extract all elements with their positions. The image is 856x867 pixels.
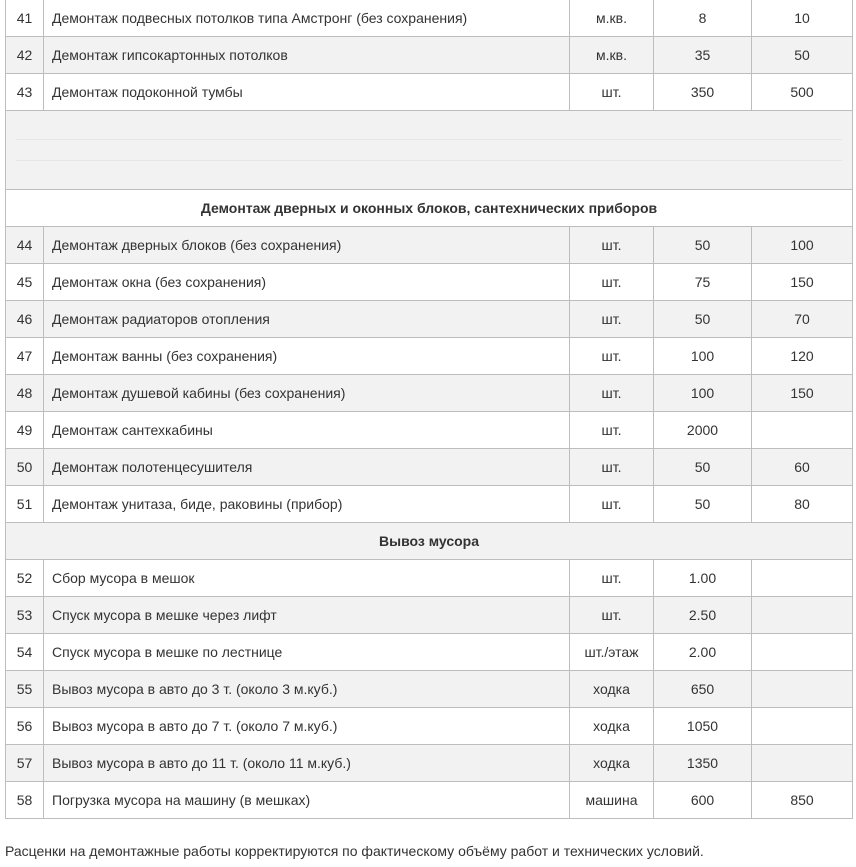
- row-work-name: Демонтаж дверных блоков (без сохранения): [44, 227, 570, 264]
- table-row: [6, 597, 853, 634]
- row-price-2: 70: [752, 301, 853, 338]
- row-price-2: [752, 634, 853, 671]
- row-work-name: Демонтаж гипсокартонных потолков: [44, 37, 570, 74]
- row-price-1: 2000: [654, 412, 752, 449]
- section-header-row: [6, 523, 853, 560]
- row-number: 58: [6, 782, 44, 819]
- row-work-name: Вывоз мусора в авто до 7 т. (около 7 м.куб.): [44, 708, 570, 745]
- row-price-1: 50: [654, 227, 752, 264]
- section-title-trash: Вывоз мусора: [6, 523, 853, 560]
- row-number: 45: [6, 264, 44, 301]
- row-price-2: [752, 708, 853, 745]
- row-price-2: 50: [752, 37, 853, 74]
- row-number: 50: [6, 449, 44, 486]
- row-number: 43: [6, 74, 44, 111]
- table-row: [6, 634, 853, 671]
- price-table: [5, 0, 853, 819]
- table-row: [6, 264, 853, 301]
- row-work-name: Сбор мусора в мешок: [44, 560, 570, 597]
- table-row: [6, 74, 853, 111]
- table-row: [6, 301, 853, 338]
- row-number: 41: [6, 0, 44, 37]
- section-header-row: [6, 190, 853, 227]
- row-price-2: 10: [752, 0, 853, 37]
- row-price-2: 850: [752, 782, 853, 819]
- table-row: [6, 0, 853, 37]
- table-spacer-row: [6, 111, 853, 190]
- row-number: 48: [6, 375, 44, 412]
- spacer-block: [6, 111, 852, 189]
- row-price-1: 100: [654, 375, 752, 412]
- row-price-1: 2.50: [654, 597, 752, 634]
- row-price-1: 1050: [654, 708, 752, 745]
- row-unit: шт./этаж: [570, 634, 654, 671]
- row-price-2: 120: [752, 338, 853, 375]
- row-number: 42: [6, 37, 44, 74]
- table-row: [6, 37, 853, 74]
- table-row: [6, 338, 853, 375]
- row-price-1: 35: [654, 37, 752, 74]
- row-number: 57: [6, 745, 44, 782]
- row-price-1: 50: [654, 486, 752, 523]
- row-work-name: Демонтаж окна (без сохранения): [44, 264, 570, 301]
- row-price-2: 500: [752, 74, 853, 111]
- row-price-2: 80: [752, 486, 853, 523]
- row-number: 54: [6, 634, 44, 671]
- row-unit: шт.: [570, 74, 654, 111]
- spacer-divider: [16, 139, 842, 140]
- row-work-name: Спуск мусора в мешке по лестнице: [44, 634, 570, 671]
- row-work-name: Демонтаж подоконной тумбы: [44, 74, 570, 111]
- row-price-1: 50: [654, 449, 752, 486]
- row-price-1: 75: [654, 264, 752, 301]
- table-row: [6, 449, 853, 486]
- row-unit: ходка: [570, 671, 654, 708]
- row-price-1: 600: [654, 782, 752, 819]
- row-price-2: 150: [752, 375, 853, 412]
- row-unit: шт.: [570, 264, 654, 301]
- row-unit: шт.: [570, 486, 654, 523]
- row-number: 49: [6, 412, 44, 449]
- row-unit: шт.: [570, 301, 654, 338]
- row-number: 52: [6, 560, 44, 597]
- row-unit: шт.: [570, 560, 654, 597]
- table-row: [6, 486, 853, 523]
- row-unit: м.кв.: [570, 0, 654, 37]
- row-unit: шт.: [570, 449, 654, 486]
- row-number: 56: [6, 708, 44, 745]
- row-price-1: 650: [654, 671, 752, 708]
- row-number: 47: [6, 338, 44, 375]
- row-unit: шт.: [570, 597, 654, 634]
- row-price-1: 350: [654, 74, 752, 111]
- table-spacer-cell: [6, 111, 853, 190]
- pricing-footnote: Расценки на демонтажные работы корректируются по фактическому объёму работ и технических условий.: [5, 843, 704, 859]
- row-work-name: Демонтаж душевой кабины (без сохранения): [44, 375, 570, 412]
- row-price-1: 2.00: [654, 634, 752, 671]
- row-unit: шт.: [570, 375, 654, 412]
- row-unit: шт.: [570, 338, 654, 375]
- row-work-name: Демонтаж радиаторов отопления: [44, 301, 570, 338]
- row-number: 55: [6, 671, 44, 708]
- row-work-name: Демонтаж унитаза, биде, раковины (прибор): [44, 486, 570, 523]
- section-title-doors: Демонтаж дверных и оконных блоков, сантехнических приборов: [6, 190, 853, 227]
- table-row: [6, 671, 853, 708]
- row-unit: машина: [570, 782, 654, 819]
- table-row: [6, 412, 853, 449]
- price-table-body: [6, 0, 853, 819]
- row-price-2: 150: [752, 264, 853, 301]
- row-work-name: Вывоз мусора в авто до 3 т. (около 3 м.куб.): [44, 671, 570, 708]
- table-row: [6, 375, 853, 412]
- row-work-name: Погрузка мусора на машину (в мешках): [44, 782, 570, 819]
- row-price-1: 100: [654, 338, 752, 375]
- row-work-name: Демонтаж подвесных потолков типа Амстронг (без сохранения): [44, 0, 570, 37]
- row-price-1: 1.00: [654, 560, 752, 597]
- row-unit: ходка: [570, 708, 654, 745]
- row-unit: шт.: [570, 412, 654, 449]
- row-work-name: Спуск мусора в мешке через лифт: [44, 597, 570, 634]
- row-price-2: 60: [752, 449, 853, 486]
- row-price-2: [752, 671, 853, 708]
- table-row: [6, 560, 853, 597]
- row-work-name: Демонтаж сантехкабины: [44, 412, 570, 449]
- table-row: [6, 782, 853, 819]
- row-unit: шт.: [570, 227, 654, 264]
- row-number: 53: [6, 597, 44, 634]
- table-row: [6, 708, 853, 745]
- row-unit: м.кв.: [570, 37, 654, 74]
- row-price-2: 100: [752, 227, 853, 264]
- spacer-divider: [16, 160, 842, 161]
- row-number: 44: [6, 227, 44, 264]
- row-price-1: 1350: [654, 745, 752, 782]
- row-price-2: [752, 412, 853, 449]
- row-work-name: Вывоз мусора в авто до 11 т. (около 11 м.куб.): [44, 745, 570, 782]
- row-price-2: [752, 745, 853, 782]
- row-price-2: [752, 560, 853, 597]
- table-row: [6, 745, 853, 782]
- row-price-1: 8: [654, 0, 752, 37]
- row-work-name: Демонтаж полотенцесушителя: [44, 449, 570, 486]
- row-price-1: 50: [654, 301, 752, 338]
- row-price-2: [752, 597, 853, 634]
- table-row: [6, 227, 853, 264]
- row-unit: ходка: [570, 745, 654, 782]
- row-work-name: Демонтаж ванны (без сохранения): [44, 338, 570, 375]
- row-number: 46: [6, 301, 44, 338]
- row-number: 51: [6, 486, 44, 523]
